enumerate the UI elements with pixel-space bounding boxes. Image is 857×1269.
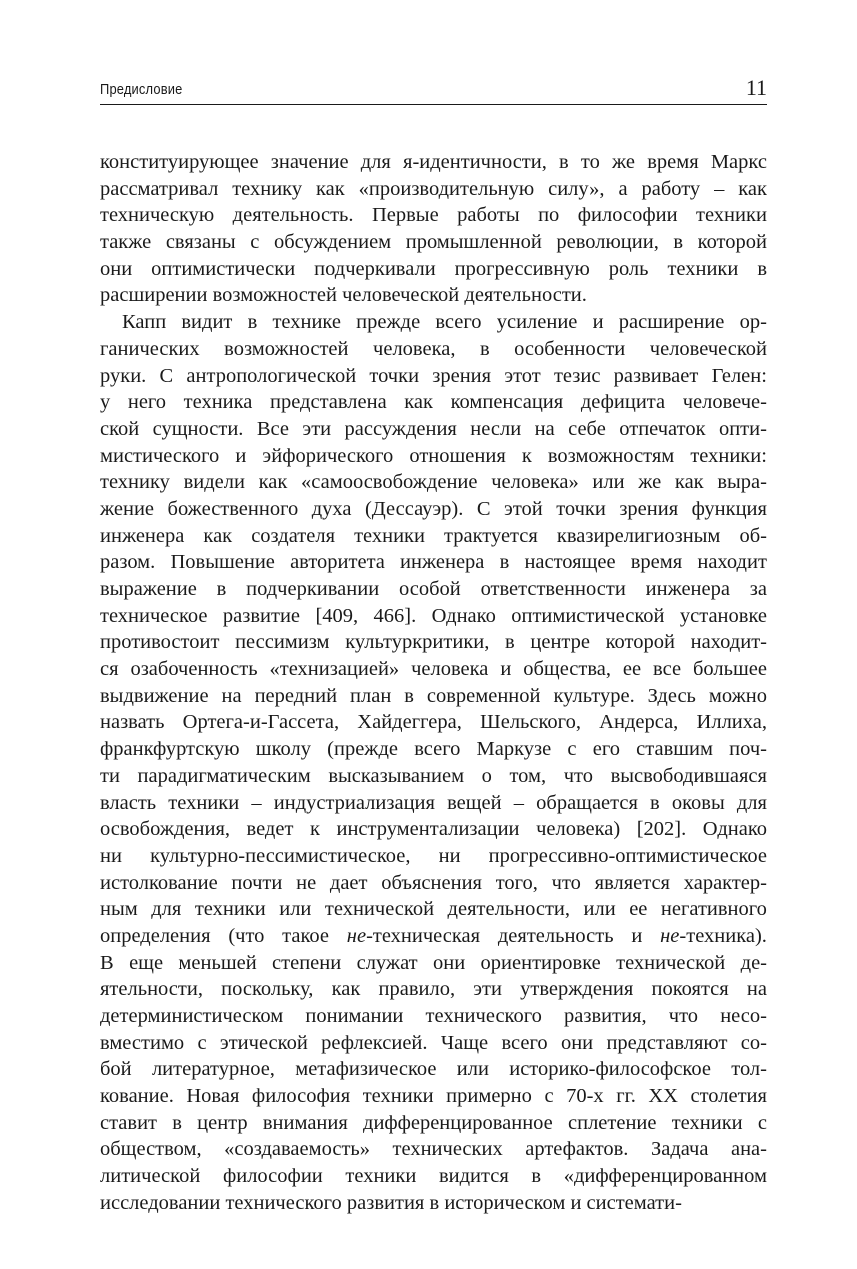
text-line: ся озабоченность «технизацией» человека и общества, ее все большее — [100, 658, 767, 681]
text-line: ным для техники или технической деятельности, или ее негативного — [100, 898, 767, 921]
text-line: ставит в центр внимания дифференцированное сплетение техники с — [100, 1111, 767, 1134]
text-line: франкфуртскую школу (прежде всего Маркузе с его ставшим поч- — [100, 738, 767, 761]
text-line: выражение в подчеркивании особой ответственности инженера за — [100, 578, 767, 600]
text-line: бой литературное, метафизическое или историко-философское тол- — [100, 1058, 767, 1081]
body-text — [100, 149, 767, 1217]
text-line: техническую деятельность. Первые работы по философии техники — [100, 204, 767, 227]
text-line: выдвижение на передний план в современной культуре. Здесь можно — [100, 684, 767, 707]
paragraph — [100, 309, 767, 1216]
text-line: они оптимистически подчеркивали прогрессивную роль техники в — [100, 257, 767, 280]
text-line: конституирующее значение для я-идентичности, в то же время Маркс — [100, 151, 767, 173]
text-line: ти парадигматическим высказыванием о том, что высвободившаяся — [100, 764, 767, 787]
text-line: ганических возможностей человека, в особенности человеческой — [100, 337, 767, 360]
text-line: исследовании технического развития в историческом и системати- — [100, 1191, 682, 1214]
text-line: ятельности, поскольку, как правило, эти утверждения покоятся на — [100, 978, 767, 1001]
text-line: обществом, «создаваемость» технических артефактов. Задача ана- — [100, 1138, 767, 1161]
running-header — [100, 75, 767, 105]
text-line: технику видели как «самоосвобождение человека» или же как выра- — [100, 471, 767, 494]
text-line: детерминистическом понимании технического развития, что несо- — [100, 1005, 767, 1027]
text-line: истолкование почти не дает объяснения того, что является характер- — [100, 871, 767, 894]
text-line: мистического и эйфорического отношения к возможностям техники: — [100, 444, 767, 467]
text-line: рассматривал технику как «производительную силу», а работу – как — [100, 177, 767, 200]
text-line: В еще меньшей степени служат они ориентировке технической де- — [100, 951, 767, 974]
text-line: разом. Повышение авторитета инженера в настоящее время находит — [100, 551, 767, 574]
paragraph — [100, 149, 767, 309]
text-line: руки. С антропологической точки зрения этот тезис развивает Гелен: — [100, 364, 767, 387]
text-line: также связаны с обсуждением промышленной революции, в которой — [100, 231, 767, 254]
page-number: 11 — [745, 75, 767, 100]
text-line: ской сущности. Все эти рассуждения несли на себе отпечаток опти- — [100, 417, 767, 440]
text-line: противостоит пессимизм культуркритики, в центре которой находит- — [100, 631, 767, 654]
text-line: определения (что такое не-техническая деятельность и не-техника). — [100, 924, 767, 947]
text-line: ни культурно-пессимистическое, ни прогрессивно-оптимистическое — [100, 844, 767, 867]
text-line: расширении возможностей человеческой деятельности. — [100, 284, 587, 307]
section-title: Предисловие — [100, 81, 183, 98]
text-line: вместимо с этической рефлексией. Чаще всего они представляют со- — [100, 1031, 767, 1054]
text-line: литической философии техники видится в «дифференцированном — [100, 1165, 767, 1188]
text-line: Капп видит в технике прежде всего усиление и расширение ор- — [122, 311, 767, 334]
text-line: инженера как создателя техники трактуется квазирелигиозным об- — [100, 524, 767, 547]
text-line: назвать Ортега-и-Гассета, Хайдеггера, Шельского, Андерса, Иллиха, — [100, 711, 767, 734]
text-line: освобождения, ведет к инструментализации человека) [202]. Однако — [100, 818, 767, 841]
text-line: жение божественного духа (Дессауэр). С этой точки зрения функция — [100, 497, 767, 520]
text-line: у него техника представлена как компенсация дефицита человече- — [100, 391, 767, 414]
text-line: техническое развитие [409, 466]. Однако оптимистической установке — [100, 604, 767, 627]
text-line: власть техники – индустриализация вещей – обращается в оковы для — [100, 791, 767, 814]
text-line: кование. Новая философия техники примерно с 70-х гг. XX столетия — [100, 1085, 767, 1108]
